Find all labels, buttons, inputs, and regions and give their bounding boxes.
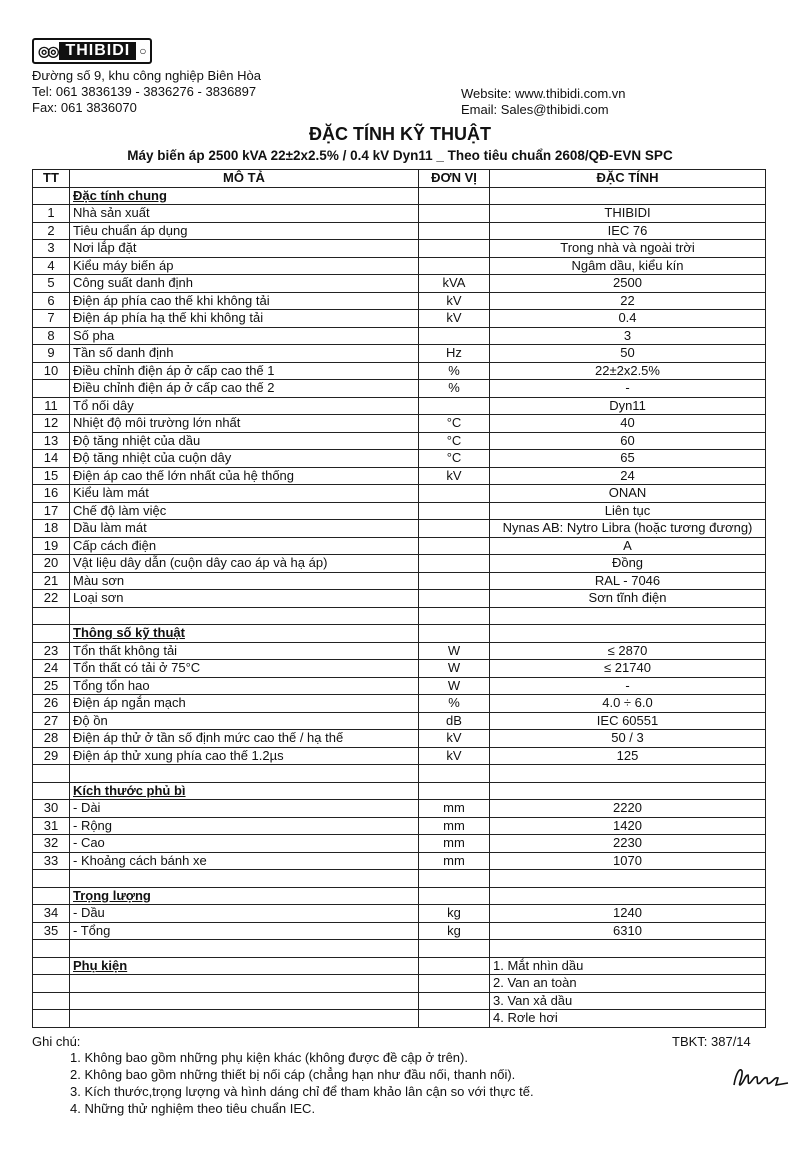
cell-dac-tinh: 50 / 3 — [490, 730, 766, 748]
cell-don-vi — [419, 887, 490, 905]
table-row — [33, 922, 766, 940]
company-web-contact — [461, 86, 626, 118]
cell-mo-ta: Tổng tổn hao — [70, 677, 419, 695]
table-row — [33, 607, 766, 625]
cell-mo-ta: - Khoảng cách bánh xe — [70, 852, 419, 870]
cell-dac-tinh: 22±2x2.5% — [490, 362, 766, 380]
cell-section-title: Trọng lượng — [70, 887, 419, 905]
logo-rings-icon: ◎◎ — [38, 42, 57, 59]
header-mo-ta: MÔ TẢ — [70, 170, 419, 188]
cell-tt: 14 — [33, 450, 70, 468]
table-row — [33, 887, 766, 905]
cell-don-vi: kV — [419, 292, 490, 310]
cell-mo-ta: Điện áp thử ở tần số định mức cao thế / hạ thế — [70, 730, 419, 748]
cell-tt: 21 — [33, 572, 70, 590]
cell-don-vi — [419, 957, 490, 975]
cell-dac-tinh — [490, 940, 766, 958]
cell-don-vi: mm — [419, 817, 490, 835]
cell-dac-tinh: 125 — [490, 747, 766, 765]
cell-don-vi — [419, 520, 490, 538]
notes-label: Ghi chú: — [32, 1034, 81, 1049]
table-row — [33, 380, 766, 398]
table-row — [33, 520, 766, 538]
cell-don-vi — [419, 222, 490, 240]
document-title: ĐẶC TÍNH KỸ THUẬT — [309, 124, 491, 144]
cell-don-vi — [419, 992, 490, 1010]
cell-mo-ta: Số pha — [70, 327, 419, 345]
cell-dac-tinh: A — [490, 537, 766, 555]
cell-mo-ta — [70, 975, 419, 993]
cell-mo-ta: Kiểu làm mát — [70, 485, 419, 503]
cell-tt: 23 — [33, 642, 70, 660]
spec-table — [32, 169, 766, 1028]
cell-tt: 8 — [33, 327, 70, 345]
cell-mo-ta: Chế độ làm việc — [70, 502, 419, 520]
cell-don-vi: kV — [419, 747, 490, 765]
company-address: Đường số 9, khu công nghiệp Biên Hòa — [32, 68, 261, 83]
cell-mo-ta — [70, 870, 419, 888]
cell-dac-tinh: Nynas AB: Nytro Libra (hoặc tương đương) — [490, 520, 766, 538]
table-row — [33, 712, 766, 730]
cell-don-vi: mm — [419, 800, 490, 818]
cell-don-vi — [419, 607, 490, 625]
cell-tt — [33, 975, 70, 993]
table-row — [33, 327, 766, 345]
cell-mo-ta: Điện áp thử xung phía cao thế 1.2µs — [70, 747, 419, 765]
cell-tt: 24 — [33, 660, 70, 678]
cell-don-vi: kV — [419, 467, 490, 485]
cell-don-vi: kV — [419, 310, 490, 328]
cell-don-vi: % — [419, 362, 490, 380]
cell-tt: 12 — [33, 415, 70, 433]
cell-don-vi: mm — [419, 852, 490, 870]
cell-section-title: Phụ kiện — [70, 957, 419, 975]
cell-tt: 9 — [33, 345, 70, 363]
table-row — [33, 765, 766, 783]
logo-circle-icon: ○ — [139, 44, 147, 58]
cell-tt — [33, 957, 70, 975]
cell-don-vi — [419, 625, 490, 643]
table-row — [33, 485, 766, 503]
table-row — [33, 695, 766, 713]
cell-dac-tinh: 2500 — [490, 275, 766, 293]
note-item: 4. Những thử nghiệm theo tiêu chuẩn IEC. — [70, 1101, 316, 1116]
cell-don-vi — [419, 940, 490, 958]
cell-tt: 16 — [33, 485, 70, 503]
cell-tt — [33, 782, 70, 800]
cell-tt — [33, 187, 70, 205]
cell-don-vi: dB — [419, 712, 490, 730]
cell-don-vi — [419, 870, 490, 888]
table-row — [33, 677, 766, 695]
cell-dac-tinh — [490, 887, 766, 905]
cell-don-vi: mm — [419, 835, 490, 853]
cell-mo-ta: Điện áp cao thế lớn nhất của hệ thống — [70, 467, 419, 485]
cell-tt — [33, 607, 70, 625]
cell-dac-tinh: ≤ 21740 — [490, 660, 766, 678]
cell-dac-tinh: ≤ 2870 — [490, 642, 766, 660]
cell-dac-tinh: 0.4 — [490, 310, 766, 328]
cell-mo-ta: - Cao — [70, 835, 419, 853]
cell-dac-tinh: 4. Rơle hơi — [490, 1010, 766, 1028]
cell-section-title: Đặc tính chung — [70, 187, 419, 205]
company-logo — [32, 38, 152, 64]
tbkt-number: TBKT: 387/14 — [672, 1034, 751, 1049]
cell-don-vi — [419, 572, 490, 590]
cell-mo-ta: Cấp cách điện — [70, 537, 419, 555]
header-dac-tinh: ĐẶC TÍNH — [490, 170, 766, 188]
cell-dac-tinh — [490, 782, 766, 800]
table-row — [33, 205, 766, 223]
cell-tt: 29 — [33, 747, 70, 765]
company-contact — [32, 68, 261, 116]
cell-don-vi — [419, 240, 490, 258]
cell-section-title: Kích thước phủ bì — [70, 782, 419, 800]
table-row — [33, 397, 766, 415]
cell-don-vi — [419, 257, 490, 275]
cell-dac-tinh: 50 — [490, 345, 766, 363]
cell-mo-ta: Màu sơn — [70, 572, 419, 590]
cell-tt: 19 — [33, 537, 70, 555]
spec-table-body — [33, 187, 766, 1027]
header-don-vi: ĐƠN VỊ — [419, 170, 490, 188]
cell-don-vi: kg — [419, 905, 490, 923]
cell-tt — [33, 887, 70, 905]
cell-dac-tinh: 3. Van xả dầu — [490, 992, 766, 1010]
cell-mo-ta: Tiêu chuẩn áp dụng — [70, 222, 419, 240]
cell-dac-tinh — [490, 870, 766, 888]
cell-mo-ta: Tổ nối dây — [70, 397, 419, 415]
cell-tt: 28 — [33, 730, 70, 748]
company-website: Website: www.thibidi.com.vn — [461, 86, 626, 101]
table-row — [33, 345, 766, 363]
company-fax: Fax: 061 3836070 — [32, 100, 137, 115]
cell-don-vi: °C — [419, 432, 490, 450]
cell-tt: 32 — [33, 835, 70, 853]
cell-mo-ta: Vật liệu dây dẫn (cuộn dây cao áp và hạ áp) — [70, 555, 419, 573]
cell-dac-tinh: IEC 76 — [490, 222, 766, 240]
cell-dac-tinh: 1. Mắt nhìn dầu — [490, 957, 766, 975]
cell-don-vi: kV — [419, 730, 490, 748]
cell-tt: 10 — [33, 362, 70, 380]
cell-tt — [33, 940, 70, 958]
cell-tt: 3 — [33, 240, 70, 258]
table-row — [33, 310, 766, 328]
cell-mo-ta — [70, 607, 419, 625]
table-row — [33, 432, 766, 450]
note-item: 3. Kích thước,trọng lượng và hình dáng chỉ để tham khảo lân cận so với thực tế. — [70, 1084, 534, 1099]
cell-dac-tinh: 24 — [490, 467, 766, 485]
note-item: 2. Không bao gồm những thiết bị nối cáp (chẳng hạn như đầu nối, thanh nối). — [70, 1067, 516, 1082]
cell-don-vi — [419, 502, 490, 520]
table-row — [33, 502, 766, 520]
cell-tt — [33, 625, 70, 643]
cell-mo-ta: Tần số danh định — [70, 345, 419, 363]
table-row — [33, 187, 766, 205]
cell-tt: 17 — [33, 502, 70, 520]
table-row — [33, 870, 766, 888]
cell-dac-tinh: RAL - 7046 — [490, 572, 766, 590]
cell-dac-tinh: ONAN — [490, 485, 766, 503]
cell-don-vi — [419, 187, 490, 205]
table-row — [33, 555, 766, 573]
cell-dac-tinh: 1070 — [490, 852, 766, 870]
table-row — [33, 625, 766, 643]
note-item: 1. Không bao gồm những phụ kiện khác (không được đề cập ở trên). — [70, 1050, 468, 1065]
cell-dac-tinh: Sơn tĩnh điện — [490, 590, 766, 608]
cell-don-vi — [419, 555, 490, 573]
cell-dac-tinh: THIBIDI — [490, 205, 766, 223]
table-row — [33, 292, 766, 310]
cell-tt: 35 — [33, 922, 70, 940]
table-row — [33, 450, 766, 468]
cell-dac-tinh — [490, 765, 766, 783]
table-row — [33, 1010, 766, 1028]
table-row — [33, 852, 766, 870]
cell-dac-tinh: Dyn11 — [490, 397, 766, 415]
cell-mo-ta: Điện áp phía hạ thế khi không tải — [70, 310, 419, 328]
cell-dac-tinh: 40 — [490, 415, 766, 433]
cell-don-vi — [419, 205, 490, 223]
cell-tt: 11 — [33, 397, 70, 415]
cell-tt: 7 — [33, 310, 70, 328]
cell-mo-ta: Tổn thất không tải — [70, 642, 419, 660]
cell-dac-tinh — [490, 607, 766, 625]
cell-dac-tinh: 1420 — [490, 817, 766, 835]
document-subtitle: Máy biến áp 2500 kVA 22±2x2.5% / 0.4 kV Dyn11 _ Theo tiêu chuẩn 2608/QĐ-EVN SPC — [127, 148, 673, 163]
cell-mo-ta — [70, 992, 419, 1010]
cell-tt: 22 — [33, 590, 70, 608]
table-row — [33, 222, 766, 240]
cell-dac-tinh: Ngâm dầu, kiểu kín — [490, 257, 766, 275]
cell-tt: 5 — [33, 275, 70, 293]
cell-dac-tinh: 1240 — [490, 905, 766, 923]
cell-dac-tinh: 60 — [490, 432, 766, 450]
table-row — [33, 537, 766, 555]
cell-tt — [33, 380, 70, 398]
table-row — [33, 660, 766, 678]
cell-tt: 31 — [33, 817, 70, 835]
cell-tt: 27 — [33, 712, 70, 730]
cell-mo-ta: Loại sơn — [70, 590, 419, 608]
cell-don-vi — [419, 590, 490, 608]
table-row — [33, 800, 766, 818]
table-row — [33, 905, 766, 923]
cell-don-vi: °C — [419, 450, 490, 468]
cell-dac-tinh — [490, 187, 766, 205]
cell-don-vi: % — [419, 380, 490, 398]
notes-list — [70, 1049, 534, 1117]
table-row — [33, 275, 766, 293]
cell-tt — [33, 765, 70, 783]
table-row — [33, 782, 766, 800]
cell-tt: 6 — [33, 292, 70, 310]
cell-mo-ta: Điện áp phía cao thế khi không tải — [70, 292, 419, 310]
cell-don-vi — [419, 327, 490, 345]
cell-mo-ta: - Dài — [70, 800, 419, 818]
table-row — [33, 415, 766, 433]
cell-don-vi — [419, 782, 490, 800]
cell-tt: 4 — [33, 257, 70, 275]
cell-don-vi: % — [419, 695, 490, 713]
cell-mo-ta: Dầu làm mát — [70, 520, 419, 538]
cell-mo-ta: Điều chỉnh điện áp ở cấp cao thế 1 — [70, 362, 419, 380]
cell-dac-tinh: 22 — [490, 292, 766, 310]
cell-mo-ta: Điều chỉnh điện áp ở cấp cao thế 2 — [70, 380, 419, 398]
cell-don-vi — [419, 485, 490, 503]
cell-mo-ta: - Rộng — [70, 817, 419, 835]
header-tt: TT — [33, 170, 70, 188]
spec-table-header — [33, 170, 766, 188]
cell-mo-ta: Độ tăng nhiệt của dầu — [70, 432, 419, 450]
table-row — [33, 590, 766, 608]
table-row — [33, 572, 766, 590]
company-email: Email: Sales@thibidi.com — [461, 102, 609, 117]
cell-mo-ta — [70, 1010, 419, 1028]
cell-tt: 30 — [33, 800, 70, 818]
cell-don-vi: kVA — [419, 275, 490, 293]
cell-tt: 1 — [33, 205, 70, 223]
cell-section-title: Thông số kỹ thuật — [70, 625, 419, 643]
cell-dac-tinh: 2230 — [490, 835, 766, 853]
table-row — [33, 257, 766, 275]
company-tel: Tel: 061 3836139 - 3836276 - 3836897 — [32, 84, 257, 99]
cell-tt: 2 — [33, 222, 70, 240]
logo-text: THIBIDI — [59, 42, 136, 60]
cell-dac-tinh: 65 — [490, 450, 766, 468]
cell-dac-tinh: 6310 — [490, 922, 766, 940]
cell-tt: 20 — [33, 555, 70, 573]
table-row — [33, 362, 766, 380]
cell-dac-tinh: - — [490, 677, 766, 695]
cell-mo-ta: - Dầu — [70, 905, 419, 923]
cell-mo-ta: Công suất danh định — [70, 275, 419, 293]
cell-mo-ta: Tổn thất có tải ở 75°C — [70, 660, 419, 678]
cell-mo-ta: Độ tăng nhiệt của cuộn dây — [70, 450, 419, 468]
table-row — [33, 467, 766, 485]
cell-dac-tinh: Trong nhà và ngoài trời — [490, 240, 766, 258]
cell-tt — [33, 870, 70, 888]
cell-tt: 25 — [33, 677, 70, 695]
cell-mo-ta — [70, 765, 419, 783]
cell-don-vi: W — [419, 677, 490, 695]
cell-mo-ta: Kiểu máy biến áp — [70, 257, 419, 275]
cell-tt — [33, 1010, 70, 1028]
cell-don-vi: W — [419, 660, 490, 678]
table-row — [33, 730, 766, 748]
cell-don-vi — [419, 975, 490, 993]
table-row — [33, 992, 766, 1010]
cell-tt: 34 — [33, 905, 70, 923]
cell-tt: 15 — [33, 467, 70, 485]
cell-mo-ta: Nhà sản xuất — [70, 205, 419, 223]
cell-tt: 33 — [33, 852, 70, 870]
cell-don-vi: W — [419, 642, 490, 660]
cell-dac-tinh: 3 — [490, 327, 766, 345]
table-row — [33, 835, 766, 853]
table-row — [33, 957, 766, 975]
cell-don-vi — [419, 765, 490, 783]
table-row — [33, 747, 766, 765]
cell-mo-ta: Điện áp ngắn mạch — [70, 695, 419, 713]
cell-don-vi: Hz — [419, 345, 490, 363]
table-row — [33, 817, 766, 835]
cell-mo-ta: - Tổng — [70, 922, 419, 940]
cell-tt — [33, 992, 70, 1010]
table-row — [33, 240, 766, 258]
cell-dac-tinh: IEC 60551 — [490, 712, 766, 730]
cell-don-vi: °C — [419, 415, 490, 433]
cell-tt: 26 — [33, 695, 70, 713]
cell-don-vi: kg — [419, 922, 490, 940]
cell-dac-tinh: Liên tục — [490, 502, 766, 520]
cell-dac-tinh — [490, 625, 766, 643]
cell-don-vi — [419, 397, 490, 415]
cell-dac-tinh: 4.0 ÷ 6.0 — [490, 695, 766, 713]
cell-dac-tinh: 2220 — [490, 800, 766, 818]
cell-dac-tinh: Đồng — [490, 555, 766, 573]
cell-tt: 18 — [33, 520, 70, 538]
handwritten-signature — [730, 1063, 792, 1091]
cell-mo-ta: Độ ồn — [70, 712, 419, 730]
table-row — [33, 940, 766, 958]
cell-mo-ta — [70, 940, 419, 958]
cell-tt: 13 — [33, 432, 70, 450]
cell-dac-tinh: - — [490, 380, 766, 398]
cell-mo-ta: Nhiệt độ môi trường lớn nhất — [70, 415, 419, 433]
cell-dac-tinh: 2. Van an toàn — [490, 975, 766, 993]
cell-don-vi — [419, 537, 490, 555]
table-row — [33, 642, 766, 660]
cell-don-vi — [419, 1010, 490, 1028]
cell-mo-ta: Nơi lắp đặt — [70, 240, 419, 258]
table-row — [33, 975, 766, 993]
